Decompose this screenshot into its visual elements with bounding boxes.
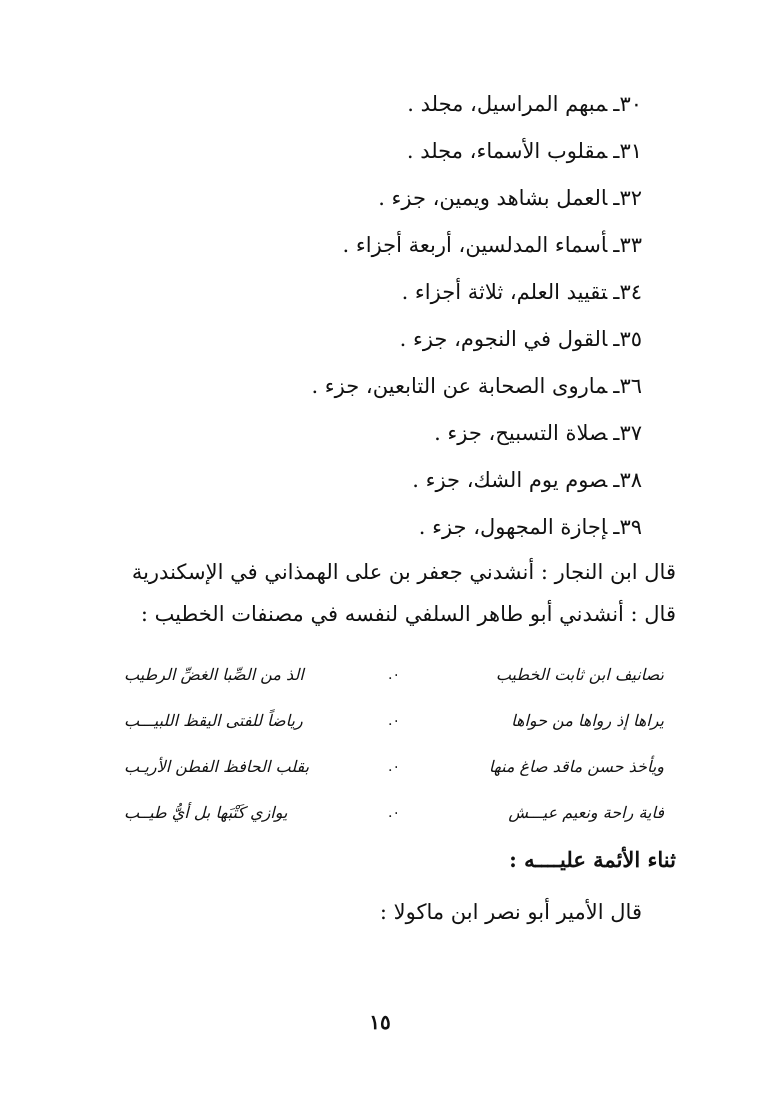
list-item bbox=[82, 225, 642, 272]
item-text: صوم يوم الشك، جزء . bbox=[412, 468, 608, 492]
list-item bbox=[82, 272, 642, 319]
paragraph-line: قال : أنشدني أبو طاهر السلفي لنفسه في مصنفات الخطيب : bbox=[140, 602, 676, 626]
item-number: ٣٦ـ bbox=[613, 374, 642, 398]
item-number: ٣٣ـ bbox=[613, 233, 642, 257]
verse-first-hemistich: فاية راحة ونعيم عيـــش bbox=[508, 803, 664, 822]
poem-verse bbox=[124, 790, 664, 836]
verse-second-hemistich: يوازي كَتْبَها بل أيُّ طيــب bbox=[124, 803, 288, 822]
item-number: ٣٠ـ bbox=[613, 92, 642, 116]
verse-second-hemistich: الذ من الصِّبا الغضِّ الرطيب bbox=[124, 665, 304, 684]
poem-verse bbox=[124, 744, 664, 790]
section-heading: ثناء الأئمة عليــــه : bbox=[509, 847, 676, 872]
item-text: إجازة المجهول، جزء . bbox=[418, 515, 608, 539]
item-text: القول في النجوم، جزء . bbox=[399, 327, 608, 351]
verse-first-hemistich: تصانيف ابن ثابت الخطيب bbox=[495, 665, 664, 684]
paragraph-line: قال ابن النجار : أنشدني جعفر بن على الهمذاني في الإسكندرية bbox=[131, 560, 676, 584]
list-item bbox=[82, 178, 642, 225]
list-item bbox=[82, 366, 642, 413]
item-text: مقلوب الأسماء، مجلد . bbox=[406, 139, 608, 163]
verse-second-hemistich: بقلب الحافظ الفطن الأريـب bbox=[124, 757, 310, 776]
item-number: ٣٨ـ bbox=[613, 468, 642, 492]
item-text: العمل بشاهد ويمين، جزء . bbox=[378, 186, 608, 210]
item-number: ٣٩ـ bbox=[613, 515, 642, 539]
item-text: ماروى الصحابة عن التابعين، جزء . bbox=[311, 374, 608, 398]
quote-intro: قال الأمير أبو نصر ابن ماكولا : bbox=[379, 900, 642, 924]
item-text: أسماء المدلسين، أربعة أجزاء . bbox=[342, 233, 608, 257]
list-item bbox=[82, 319, 642, 366]
item-number: ٣٥ـ bbox=[613, 327, 642, 351]
item-number: ٣٢ـ bbox=[613, 186, 642, 210]
item-number: ٣٤ـ bbox=[613, 280, 642, 304]
works-list bbox=[82, 84, 642, 554]
verse-first-hemistich: يراها إذ رواها من حواها bbox=[511, 711, 664, 730]
list-item bbox=[82, 413, 642, 460]
item-text: تقييد العلم، ثلاثة أجزاء . bbox=[401, 280, 608, 304]
list-item bbox=[82, 131, 642, 178]
verse-separator: ٠. bbox=[388, 759, 400, 775]
list-item bbox=[82, 507, 642, 554]
list-item bbox=[82, 84, 642, 131]
item-number: ٣١ـ bbox=[613, 139, 642, 163]
verse-separator: ٠. bbox=[388, 805, 400, 821]
verse-second-hemistich: رياضاً للفتى اليقظ اللبيـــب bbox=[124, 711, 303, 730]
verse-separator: ٠. bbox=[388, 713, 400, 729]
verse-first-hemistich: ويأخذ حسن ماقد صاغ منها bbox=[488, 757, 664, 776]
poem bbox=[124, 652, 664, 836]
list-item bbox=[82, 460, 642, 507]
item-text: صلاة التسبيح، جزء . bbox=[434, 421, 608, 445]
item-number: ٣٧ـ bbox=[613, 421, 642, 445]
verse-separator: ٠. bbox=[388, 667, 400, 683]
poem-verse bbox=[124, 652, 664, 698]
page-number: ١٥ bbox=[369, 1010, 391, 1034]
item-text: مبهم المراسيل، مجلد . bbox=[407, 92, 608, 116]
poem-verse bbox=[124, 698, 664, 744]
